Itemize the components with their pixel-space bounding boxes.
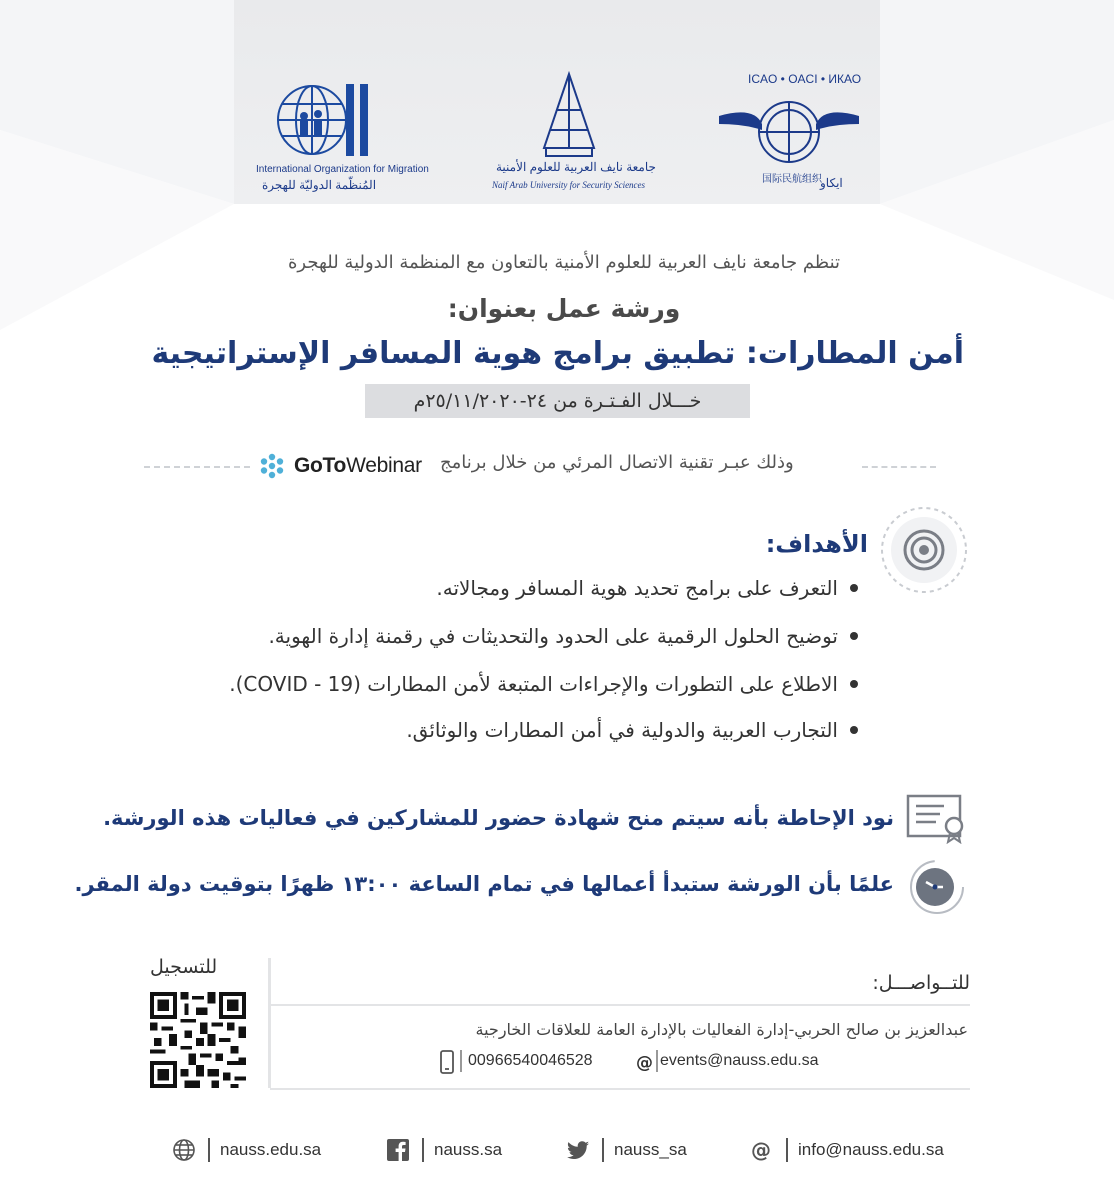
footer-facebook-text: nauss.sa [434,1140,503,1159]
divider-left [144,466,250,468]
workshop-label: ورشة عمل بعنوان: [447,294,681,323]
target-icon [880,506,968,594]
via-text: وذلك عبـر تقنية الاتصال المرئي من خلال برنامج [440,452,794,473]
bullet-icon [850,680,858,688]
contact-phone[interactable]: 00966540046528 [468,1052,593,1069]
iom-english-name: International Organization for Migration [256,164,429,175]
footer-separator [208,1138,210,1162]
bullet-icon [850,584,858,592]
workshop-title: أمن المطارات: تطبيق برامج هوية المسافر الإستراتيجية [151,336,964,371]
footer-twitter-text: nauss_sa [614,1140,687,1159]
contact-divider-top [270,1004,970,1006]
contact-divider-vertical [268,958,271,1088]
certificate-icon [906,792,968,844]
footer-facebook[interactable] [386,1138,502,1162]
globe-icon [172,1138,196,1162]
contact-divider-bottom [270,1088,970,1090]
goal-text: توضيح الحلول الرقمية على الحدود والتحديثات في رقمنة إدارة الهوية. [268,624,838,648]
icao-arabic-name: ايكاو [820,176,843,190]
iom-arabic-name: المُنظّمة الدوليّة للهجرة [262,178,377,192]
at-icon [750,1138,774,1162]
gotowebinar-icon [258,452,286,480]
footer-separator [602,1138,604,1162]
footer-website-text: nauss.edu.sa [220,1140,322,1159]
registration-qr-code[interactable] [150,992,246,1088]
gotowebinar-bold: GoTo [294,454,347,477]
goal-item [268,624,858,648]
goal-text: التعرف على برامج تحديد هوية المسافر ومجالاته. [436,576,838,600]
facebook-icon [386,1138,410,1162]
icao-chinese-name: 国际民航组织 [762,174,822,185]
goal-text: التجارب العربية والدولية في أمن المطارات والوثائق. [406,718,838,742]
footer-email-text: info@nauss.edu.sa [798,1140,944,1159]
footer-twitter[interactable] [566,1138,687,1162]
contact-email[interactable]: events@nauss.edu.sa [660,1052,819,1069]
goal-item [406,718,858,742]
goal-item [229,672,858,696]
bullet-icon [850,632,858,640]
register-label: للتسجيل [150,956,218,978]
contact-label: للتــواصـــل: [872,972,970,994]
bullet-icon [850,726,858,734]
svg-text:@: @ [636,1053,653,1072]
divider-right [862,466,936,468]
svg-text:@: @ [751,1138,771,1162]
certificate-notice: نود الإحاطة بأنه سيتم منح شهادة حضور للمشاركين في فعاليات هذه الورشة. [103,806,894,830]
email-separator [656,1050,658,1072]
start-time-notice: علمًا بأن الورشة ستبدأ أعمالها في تمام الساعة ١٣:٠٠ ظهرًا بتوقيت دولة المقر. [74,872,894,896]
footer-separator [422,1138,424,1162]
phone-separator [460,1050,462,1072]
nauss-english-name: Naif Arab University for Security Sciences [492,180,646,190]
icao-name: ICAO • OACI • ИКАО [748,72,862,86]
workshop-period: خـــلال الفـتـرة من ٢٤-٢٥/١١/٢٠٢٠م [365,384,750,418]
nauss-arabic-name: جامعة نايف العربية للعلوم الأمنية [496,160,656,174]
gotowebinar-regular: Webinar [346,454,422,477]
phone-icon [440,1050,454,1074]
at-icon [634,1052,654,1072]
goal-text: الاطلاع على التطورات والإجراءات المتبعة لأمن المطارات (COVID - 19). [229,672,838,696]
footer-email[interactable] [750,1138,944,1162]
contact-person: عبدالعزيز بن صالح الحربي-إدارة الفعاليات بالإدارة العامة للعلاقات الخارجية [475,1020,968,1039]
organizer-text: تنظم جامعة نايف العربية للعلوم الأمنية بالتعاون مع المنظمة الدولية للهجرة [287,252,841,273]
footer-website[interactable] [172,1138,321,1162]
twitter-icon [566,1138,590,1162]
footer-separator [786,1138,788,1162]
goals-title: الأهداف: [765,530,868,558]
gotowebinar-logo [258,451,422,481]
clock-icon [908,858,966,916]
goal-item [436,576,858,600]
